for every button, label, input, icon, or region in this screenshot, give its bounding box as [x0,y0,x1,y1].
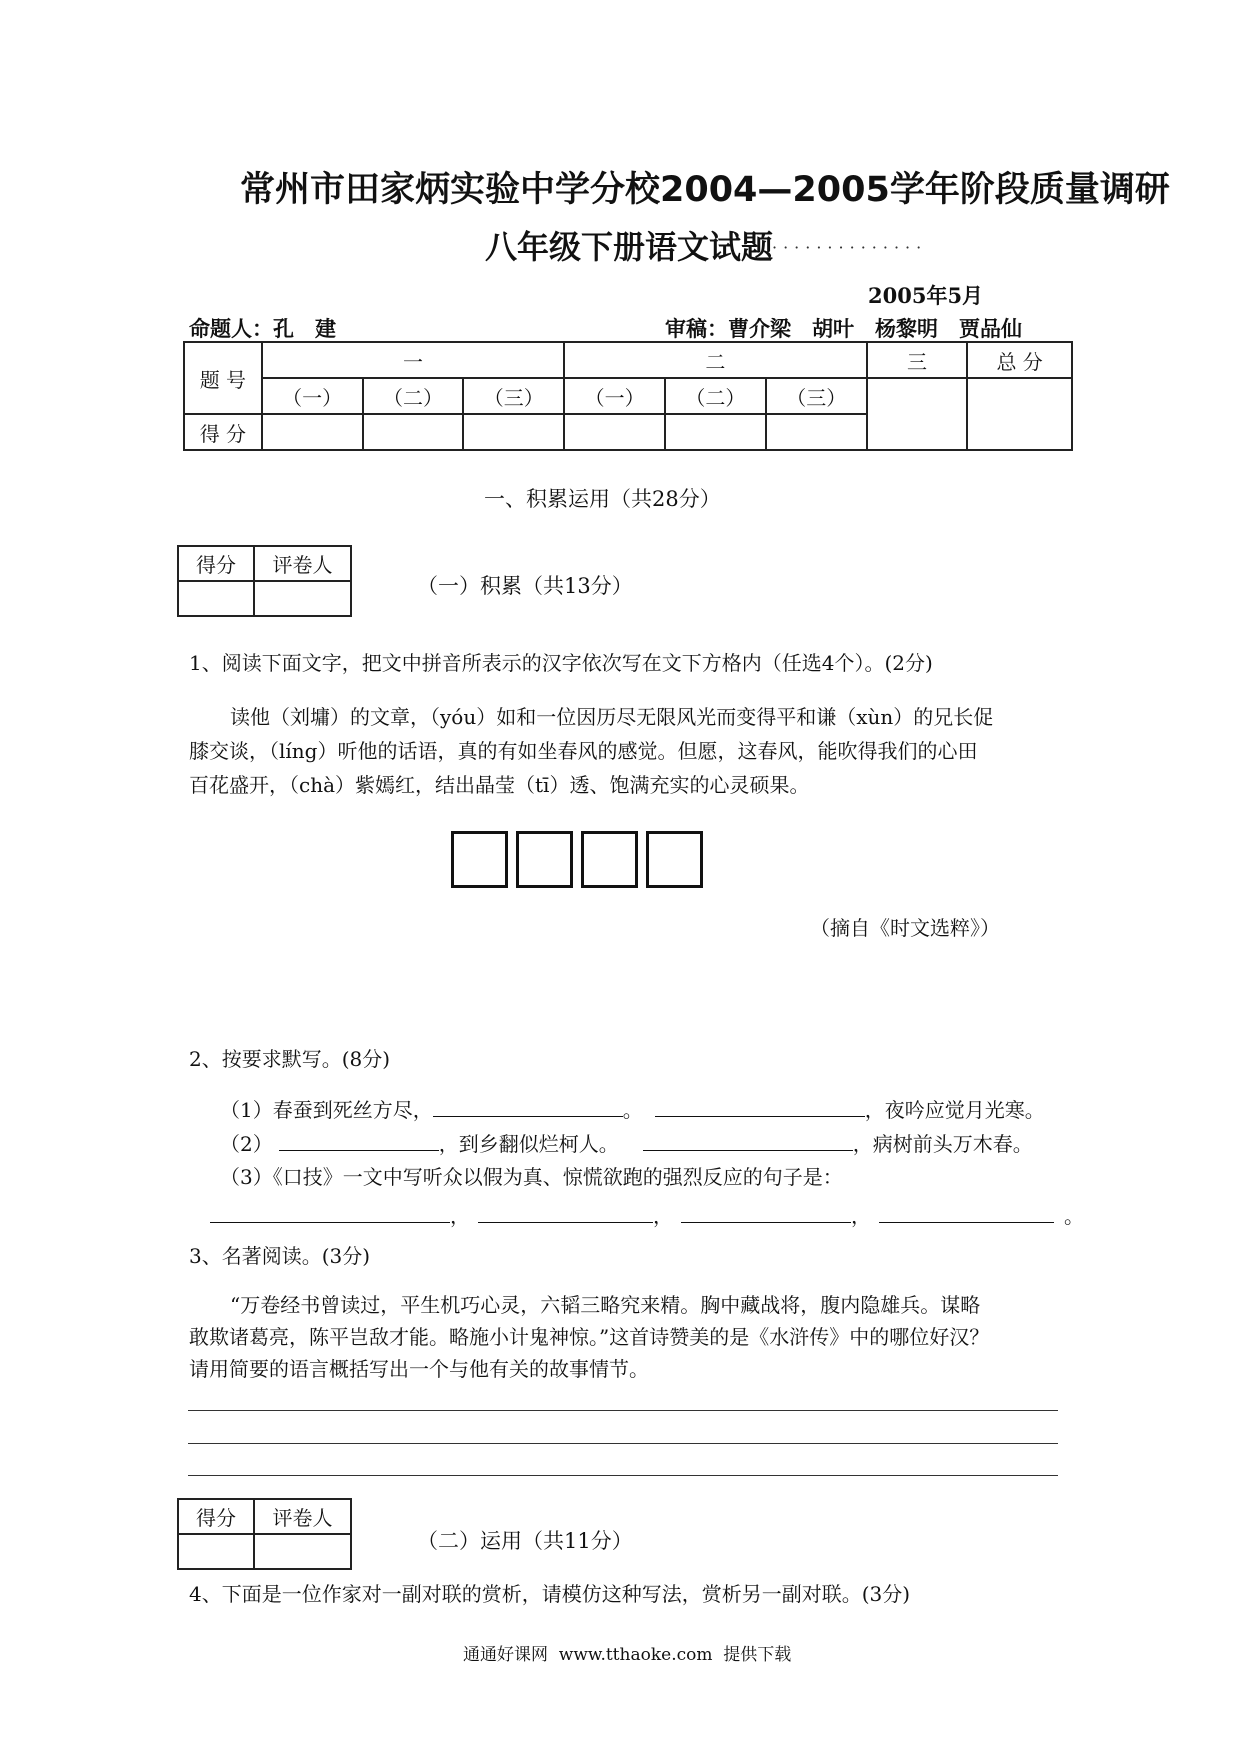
answer-line[interactable] [188,1410,1058,1411]
answer-box-1[interactable] [451,831,508,888]
q2-line1-sep: 。 [622,1098,643,1122]
total-header: 总 分 [967,342,1072,378]
sub-header: （三） [463,378,564,414]
answer-blank[interactable] [478,1202,653,1223]
q2-line1-end: ，夜吟应觉月光寒。 [864,1098,1045,1122]
exam-subtitle: 八年级下册语文试题 [485,228,774,266]
sub-header: （二） [363,378,464,414]
q2-line1-text: （1）春蚕到死丝方尽， [220,1098,433,1122]
exam-title: 常州市田家炳实验中学分校2004—2005学年阶段质量调研 [240,170,1170,210]
q2-line2-mid: ，到乡翻似烂柯人。 [438,1132,619,1156]
score-cell [766,414,867,450]
q1-passage-line1: 读他（刘墉）的文章，（yóu）如和一位因历尽无限风光而变得平和谦（xùn）的兄长促 [230,705,994,729]
grader-score-label: 得分 [178,546,254,581]
q3-poem-line1: “万卷经书曾读过，平生机巧心灵，六韬三略究来精。胸中藏战将，腹内隐雄兵。谋略 [230,1293,981,1317]
grader-score-cell [178,581,254,616]
footer-credit: 通通好课网 www.tthaoke.com 提供下载 [463,1645,792,1665]
q2-line1 [220,1094,1045,1123]
answer-blank[interactable] [681,1202,851,1223]
author-line: 命题人：孔 建 [189,316,336,341]
q4-stem: 4、下面是一位作家对一副对联的赏析，请模仿这种写法，赏析另一副对联。(3分) [189,1582,911,1606]
sub-header: （二） [665,378,766,414]
q1-source: （摘自《时文选粹》） [810,916,1000,940]
q2-line2-text: （2） [220,1132,273,1156]
answer-box-2[interactable] [516,831,573,888]
q2-comma: ， [450,1204,470,1228]
q2-comma: ， [851,1204,871,1228]
score-table [183,341,1073,451]
answer-blank[interactable] [279,1130,439,1151]
q2-line4 [210,1200,1084,1229]
grader-box [177,1498,352,1570]
answer-blank[interactable] [210,1202,450,1223]
group-3-header: 三 [867,342,968,378]
answer-line[interactable] [188,1475,1058,1476]
answer-blank[interactable] [879,1202,1054,1223]
grader-box [177,545,352,617]
q3-poem-line2: 敢欺诸葛亮，陈平岂敌才能。略施小计鬼神惊。”这首诗赞美的是《水浒传》中的哪位好汉？ [189,1325,990,1349]
score-cell [867,378,968,450]
answer-box-4[interactable] [646,831,703,888]
grader-reviewer-cell [254,1534,351,1569]
q1-stem: 1、阅读下面文字，把文中拼音所表示的汉字依次写在文下方格内（任选4个）。(2分) [189,651,933,675]
grader-reviewer-cell [254,581,351,616]
group-2-header: 二 [564,342,866,378]
score-cell [665,414,766,450]
part1-heading: 一、积累运用（共28分） [484,487,721,511]
sub-header: （一） [564,378,665,414]
q2-comma: ， [653,1204,673,1228]
sub-header: （三） [766,378,867,414]
q1-passage-line2: 膝交谈，（líng）听他的话语，真的有如坐春风的感觉。但愿，这春风，能吹得我们的心田 [189,739,978,763]
answer-blank[interactable] [433,1096,623,1117]
grader-score-label: 得分 [178,1499,254,1534]
group-1-header: 一 [262,342,564,378]
q1-passage-line3: 百花盛开，（chà）紫嫣红，结出晶莹（tī）透、饱满充实的心灵硕果。 [189,773,810,797]
answer-box-3[interactable] [581,831,638,888]
section1-heading: （一）积累（共13分） [417,574,633,598]
score-cell [564,414,665,450]
score-cell [463,414,564,450]
score-cell [262,414,363,450]
row-label-score: 得 分 [184,414,262,450]
grader-score-cell [178,1534,254,1569]
exam-date: 2005年5月 [868,283,984,308]
q3-stem: 3、名著阅读。(3分) [189,1244,371,1268]
score-cell [363,414,464,450]
sub-header: （一） [262,378,363,414]
section2-heading: （二）运用（共11分） [417,1529,633,1553]
score-cell [967,378,1072,450]
q2-line3: （3）《口技》一文中写听众以假为真、惊慌欲跑的强烈反应的句子是： [220,1165,843,1189]
row-label-number: 题 号 [184,342,262,414]
answer-blank[interactable] [655,1096,865,1117]
q2-line2-end: ，病树前头万木春。 [852,1132,1033,1156]
q2-stem: 2、按要求默写。(8分) [189,1047,391,1071]
grader-reviewer-label: 评卷人 [254,546,351,581]
dotted-underline: ·············· [772,238,928,257]
grader-reviewer-label: 评卷人 [254,1499,351,1534]
reviewer-line: 审稿：曹介梁 胡叶 杨黎明 贾品仙 [665,316,1022,341]
answer-blank[interactable] [643,1130,853,1151]
q3-question-line: 请用简要的语言概括写出一个与他有关的故事情节。 [189,1357,649,1381]
q2-end: 。 [1064,1204,1084,1228]
q2-line2 [220,1128,1033,1157]
answer-line[interactable] [188,1443,1058,1444]
